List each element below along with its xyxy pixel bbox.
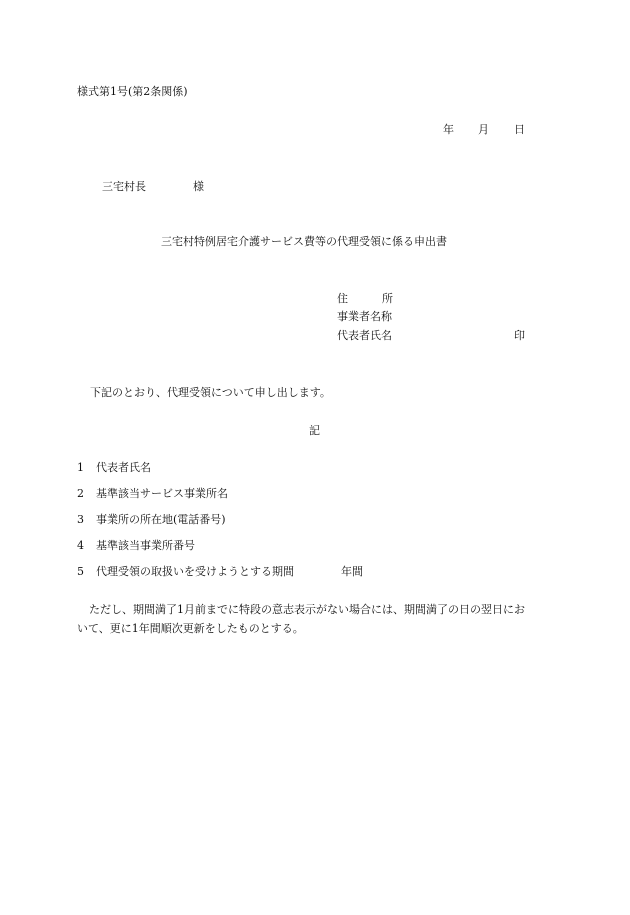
addressee-title: 三宅村長	[102, 180, 146, 193]
list-item-text: 代理受領の取扱いを受けようとする期間	[96, 565, 294, 578]
document-title: 三宅村特例居宅介護サービス費等の代理受領に係る申出書	[161, 235, 447, 248]
applicant-address-label	[337, 292, 393, 306]
list-item-number: 2	[77, 487, 84, 500]
date-line	[443, 123, 525, 137]
list-item	[77, 461, 151, 475]
address-label-part-2: 所	[382, 292, 393, 305]
list-item-number: 4	[77, 539, 84, 552]
intro-text: 下記のとおり、代理受領について申し出します。	[90, 386, 331, 399]
list-item-text: 代表者氏名	[96, 461, 151, 474]
renewal-note-line-1: ただし、期間満了1月前までに特段の意志表示がない場合には、期間満了の日の翌日にお	[89, 603, 525, 616]
list-item	[77, 513, 226, 527]
applicant-business-name-label: 事業者名称	[337, 310, 392, 323]
period-unit-label: 年間	[341, 565, 363, 578]
date-month-label: 月	[478, 123, 489, 136]
addressee-honorific: 様	[193, 180, 204, 193]
list-item-text: 事業所の所在地(電話番号)	[96, 513, 226, 526]
list-item-text: 基準該当サービス事業所名	[96, 487, 228, 500]
list-item-number: 1	[77, 461, 84, 474]
ki-heading: 記	[309, 424, 320, 437]
form-number-label: 様式第1号(第2条関係)	[77, 85, 188, 98]
date-year-label: 年	[443, 123, 454, 136]
addressee	[102, 180, 204, 194]
seal-mark: 印	[514, 329, 525, 342]
applicant-representative-label: 代表者氏名	[337, 329, 392, 342]
renewal-note	[77, 600, 553, 638]
list-item-text: 基準該当事業所番号	[96, 539, 195, 552]
address-label-part-1: 住	[337, 292, 348, 305]
list-item-number: 3	[77, 513, 84, 526]
date-day-label: 日	[514, 123, 525, 136]
list-item	[77, 539, 195, 553]
list-item	[77, 487, 228, 501]
list-item-number: 5	[77, 565, 84, 578]
renewal-note-line-2: いて、更に1年間順次更新をしたものとする。	[77, 622, 304, 635]
list-item	[77, 565, 363, 579]
